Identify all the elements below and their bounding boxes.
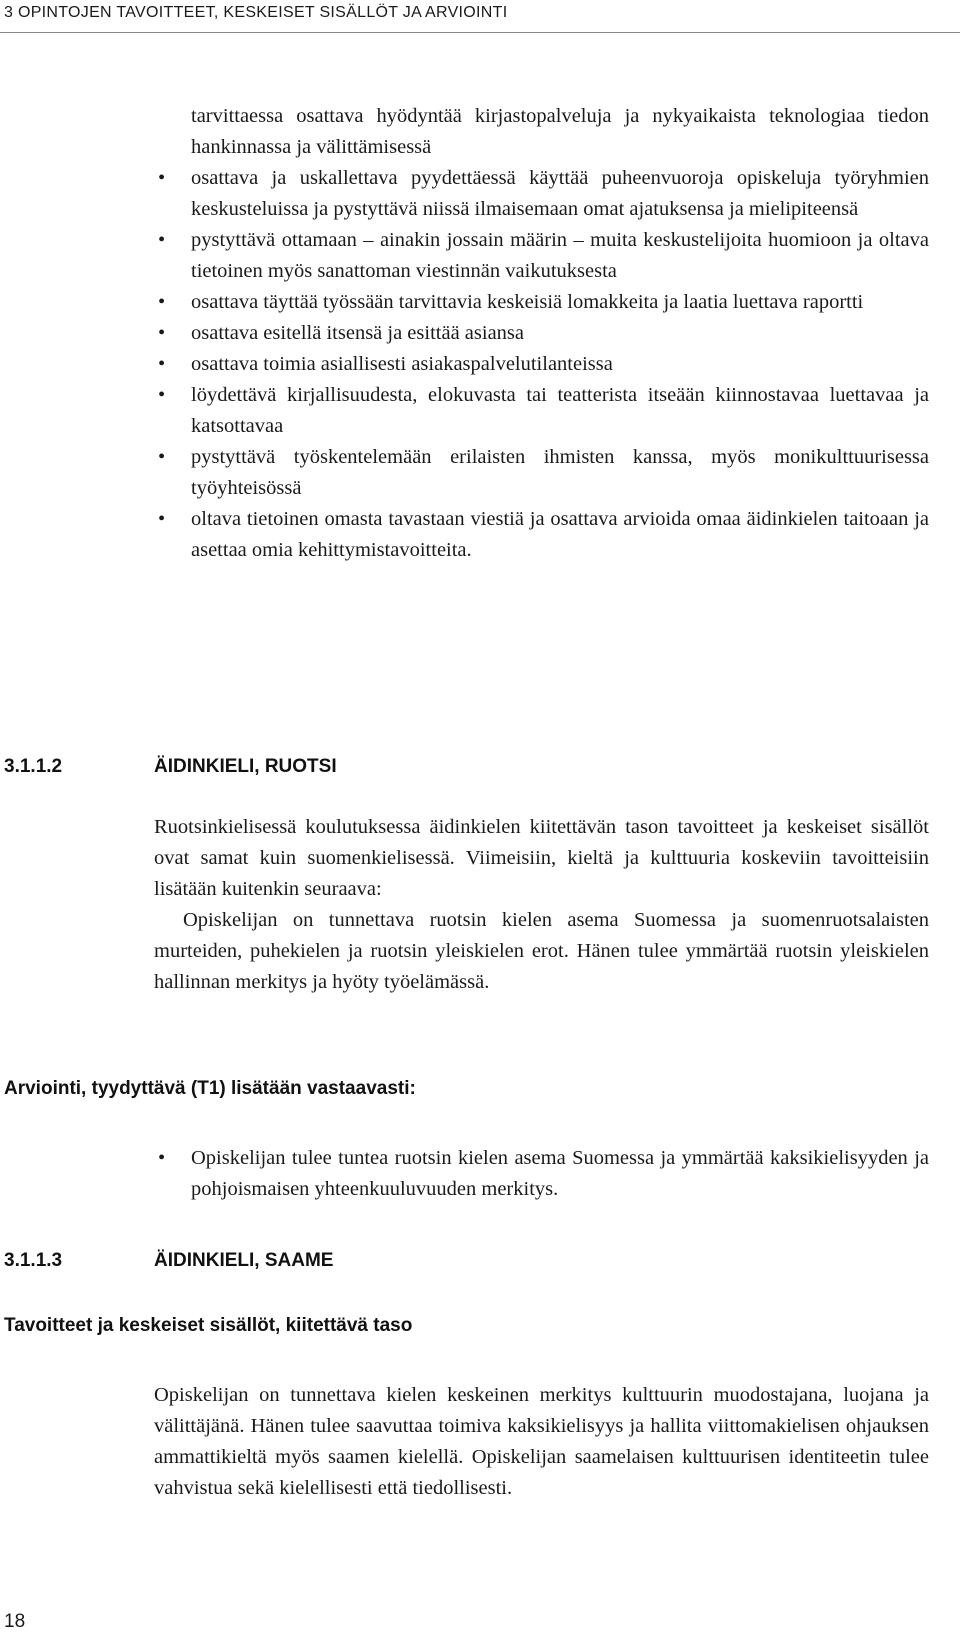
list-item: • osattava täyttää työssään tarvittavia keskeisiä lomakkeita ja laatia luettava raportti bbox=[191, 287, 929, 318]
list-item: • pystyttävä ottamaan – ainakin jossain määrin – muita keskustelijoita huomioon ja oltava tietoinen myös sanattoman viestinnän vaikutuksesta bbox=[191, 225, 929, 287]
list-continuation: tarvittaessa osattava hyödyntää kirjastopalveluja ja nykyaikaista teknologiaa tiedon hankinnassa ja välittämisessä bbox=[191, 105, 929, 158]
list-item: • osattava toimia asiallisesti asiakaspalvelutilanteissa bbox=[191, 349, 929, 380]
bullet-marker: • bbox=[158, 167, 166, 189]
section-title: ÄIDINKIELI, RUOTSI bbox=[154, 756, 337, 777]
goal-bullets bbox=[158, 163, 929, 566]
section-body-swedish bbox=[154, 812, 929, 998]
page-number: 18 bbox=[4, 1611, 26, 1632]
bullet-marker: • bbox=[158, 1147, 166, 1169]
bullet-marker: • bbox=[158, 291, 166, 313]
bullet-marker: • bbox=[158, 508, 166, 530]
bullet-marker: • bbox=[158, 446, 166, 468]
assessment-list bbox=[158, 1143, 929, 1205]
section-number: 3.1.1.3 bbox=[4, 1250, 63, 1271]
assessment-heading: Arviointi, tyydyttävä (T1) lisätään vastaavasti: bbox=[4, 1078, 416, 1099]
list-item: • osattava ja uskallettava pyydettäessä käyttää puheenvuoroja opiskeluja työryhmien keskusteluissa ja pystyttävä niissä ilmaisemaan omat ajatuksensa ja mielipiteensä bbox=[191, 163, 929, 225]
list-item: • löydettävä kirjallisuudesta, elokuvasta tai teatterista itseään kiinnostavaa luettavaa ja katsottavaa bbox=[191, 380, 929, 442]
list-item: • Opiskelijan tulee tuntea ruotsin kielen asema Suomessa ja ymmärtää kaksikielisyyden ja pohjoismaisen yhteenkuuluvuuden merkitys. bbox=[191, 1143, 929, 1205]
running-header: 3 OPINTOJEN TAVOITTEET, KESKEISET SISÄLLÖT JA ARVIOINTI bbox=[4, 4, 508, 21]
paragraph: Opiskelijan on tunnettava kielen keskeinen merkitys kulttuurin muodostajana, luojana ja välittäjänä. Hänen tulee saavuttaa toimiva kaksikielisyys ja hallita viittomakielisen ohjauksen ammattikieltä myös saamen kielellä. Opiskelijan saamelaisen kulttuurisen identiteetin tulee vahvistua sekä kielellisesti että tiedollisesti. bbox=[154, 1384, 929, 1499]
section-title: ÄIDINKIELI, SAAME bbox=[154, 1250, 334, 1271]
subsection-heading: Tavoitteet ja keskeiset sisällöt, kiitettävä taso bbox=[4, 1315, 413, 1336]
list-item: • oltava tietoinen omasta tavastaan viestiä ja osattava arvioida omaa äidinkielen taitoaan ja asettaa omia kehittymistavoitteita. bbox=[191, 504, 929, 566]
bullet-marker: • bbox=[158, 384, 166, 406]
paragraph: Opiskelijan on tunnettava ruotsin kielen asema Suomessa ja suomenruotsalaisten murteiden, puhekielen ja ruotsin yleiskielen erot. Hänen tulee ymmärtää ruotsin yleiskielen hallinnan merkitys ja hyöty työelämässä. bbox=[154, 909, 929, 993]
bullet-marker: • bbox=[158, 322, 166, 344]
section-body-saami bbox=[154, 1380, 929, 1504]
list-item: • osattava esitellä itsensä ja esittää asiansa bbox=[191, 318, 929, 349]
paragraph: Ruotsinkielisessä koulutuksessa äidinkielen kiitettävän tason tavoitteet ja keskeiset sisällöt ovat samat kuin suomenkielisessä. Viimeisiin, kieltä ja kulttuuria koskeviin tavoitteisiin lisätään kuitenkin seuraava: bbox=[154, 816, 929, 900]
header-rule bbox=[0, 32, 960, 33]
bullet-marker: • bbox=[158, 353, 166, 375]
bullet-marker: • bbox=[158, 229, 166, 251]
list-item: • pystyttävä työskentelemään erilaisten ihmisten kanssa, myös monikulttuurisessa työyhteisössä bbox=[191, 442, 929, 504]
section-number: 3.1.1.2 bbox=[4, 756, 63, 777]
bullet-list-goals bbox=[158, 101, 929, 566]
